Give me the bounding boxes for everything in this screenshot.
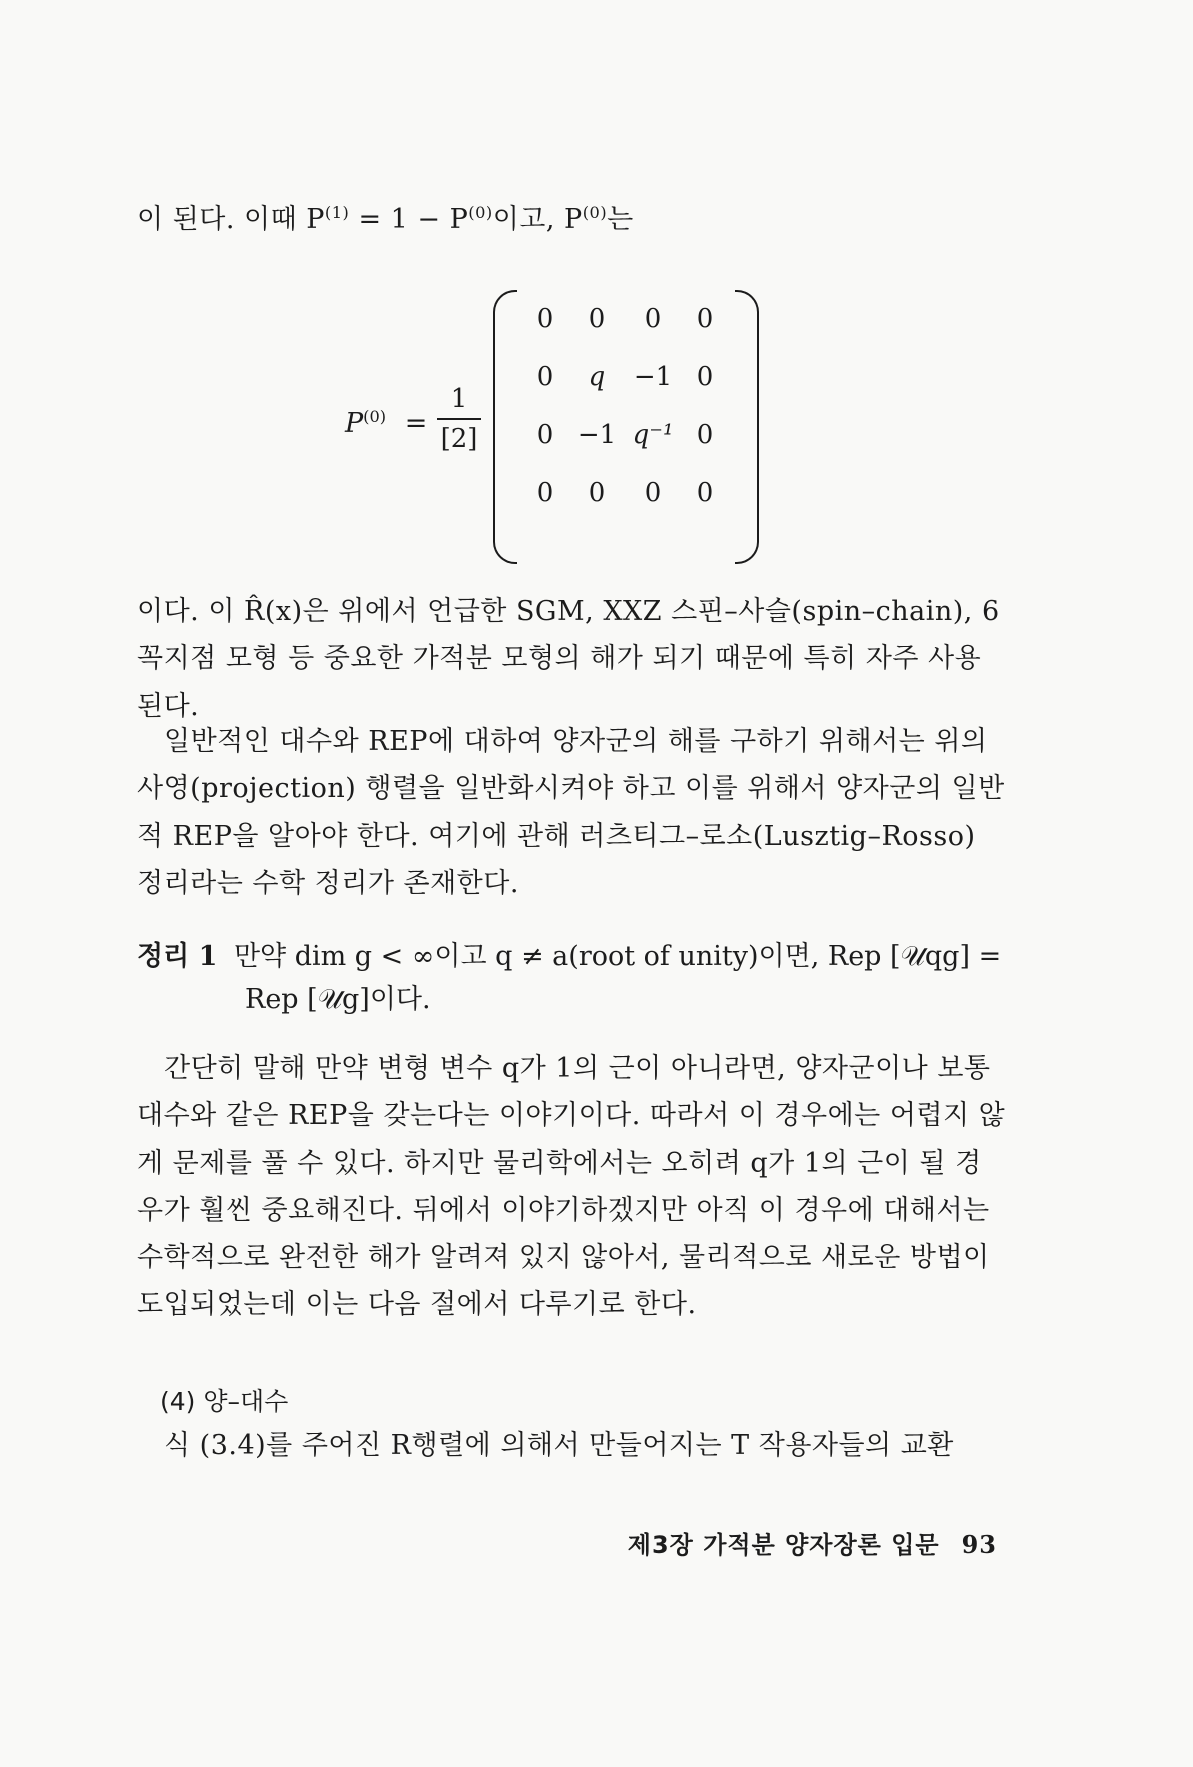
fraction-numerator: 1 bbox=[450, 384, 468, 414]
theorem-1 bbox=[137, 935, 1007, 1021]
paragraph-3: 간단히 말해 만약 변형 변수 q가 1의 근이 아니라면, 양자군이나 보통 대수와 같은 REP을 갖는다는 이야기이다. 따라서 이 경우에는 어렵지 않게 문제를 풀 수 있다. 하지만 물리학에서는 오히려 q가 1의 근이 될 경우가 훨씬 중요해진다. 뒤에서 이야기하겠지만 아직 이 경우에 대해서는 수학적으로 완전한 해가 알려져 있지 않아서, 물리적으로 새로운 방법이 도입되었는데 이는 다음 절에서 다루기로 한다. bbox=[137, 1053, 1006, 1321]
matrix-cell: 0 bbox=[536, 362, 554, 392]
matrix-cell: 0 bbox=[696, 304, 714, 334]
fraction-denominator: [2] bbox=[440, 424, 478, 454]
running-footer bbox=[628, 1525, 997, 1560]
matrix-cell: q bbox=[588, 362, 606, 392]
fraction bbox=[437, 382, 481, 456]
paragraph-4: 식 (3.4)를 주어진 R행렬에 의해서 만들어지는 T 작용자들의 교환 bbox=[164, 1430, 954, 1461]
left-paren bbox=[493, 290, 517, 564]
matrix-cell: 0 bbox=[536, 420, 554, 450]
matrix-cell: 0 bbox=[644, 478, 662, 508]
matrix-cell: q⁻¹ bbox=[632, 420, 674, 450]
matrix-cell: 0 bbox=[696, 478, 714, 508]
matrix-cell: 0 bbox=[536, 478, 554, 508]
page-number: 93 bbox=[961, 1530, 997, 1559]
matrix-cell: −1 bbox=[633, 362, 673, 392]
theorem-label: 정리 1 bbox=[137, 941, 218, 972]
equation-lhs: $P^{(0)}$ = bbox=[345, 407, 428, 439]
matrix-cell: 0 bbox=[536, 304, 554, 334]
footer-chapter: 제3장 가적분 양자장론 입문 bbox=[627, 1531, 940, 1559]
matrix bbox=[515, 290, 735, 560]
matrix-cell: 0 bbox=[588, 478, 606, 508]
matrix-cell: 0 bbox=[644, 304, 662, 334]
intro-line: 이 된다. 이때 $P^{(1)} = 1 - P^{(0)}$이고, $P^{(0)}$는 bbox=[137, 203, 634, 235]
theorem-line-1: 만약 dim g < ∞이고 q ≠ a(root of unity)이면, Rep [𝒰qg] = bbox=[233, 941, 1002, 972]
matrix-cell: −1 bbox=[577, 420, 617, 450]
paragraph-1: 이다. 이 R̂(x)은 위에서 언급한 SGM, XXZ 스핀–사슬(spin–chain), 6꼭지점 모형 등 중요한 가적분 모형의 해가 되기 때문에 특히 자주 사용된다. bbox=[137, 596, 1000, 722]
projection-equation bbox=[345, 290, 765, 570]
right-paren bbox=[735, 290, 759, 564]
matrix-cell: 0 bbox=[696, 420, 714, 450]
section-heading: (4) 양–대수 bbox=[160, 1387, 289, 1416]
matrix-cell: 0 bbox=[588, 304, 606, 334]
paragraph-2: 일반적인 대수와 REP에 대하여 양자군의 해를 구하기 위해서는 위의 사영(projection) 행렬을 일반화시켜야 하고 이를 위해서 양자군의 일반적 REP을 알아야 한다. 여기에 관해 러츠티그–로소(Lusztig–Rosso) 정리라는 수학 정리가 존재한다. bbox=[137, 726, 1005, 899]
theorem-line-2: Rep [𝒰g]이다. bbox=[245, 984, 431, 1016]
fraction-bar bbox=[437, 418, 481, 420]
matrix-cell: 0 bbox=[696, 362, 714, 392]
